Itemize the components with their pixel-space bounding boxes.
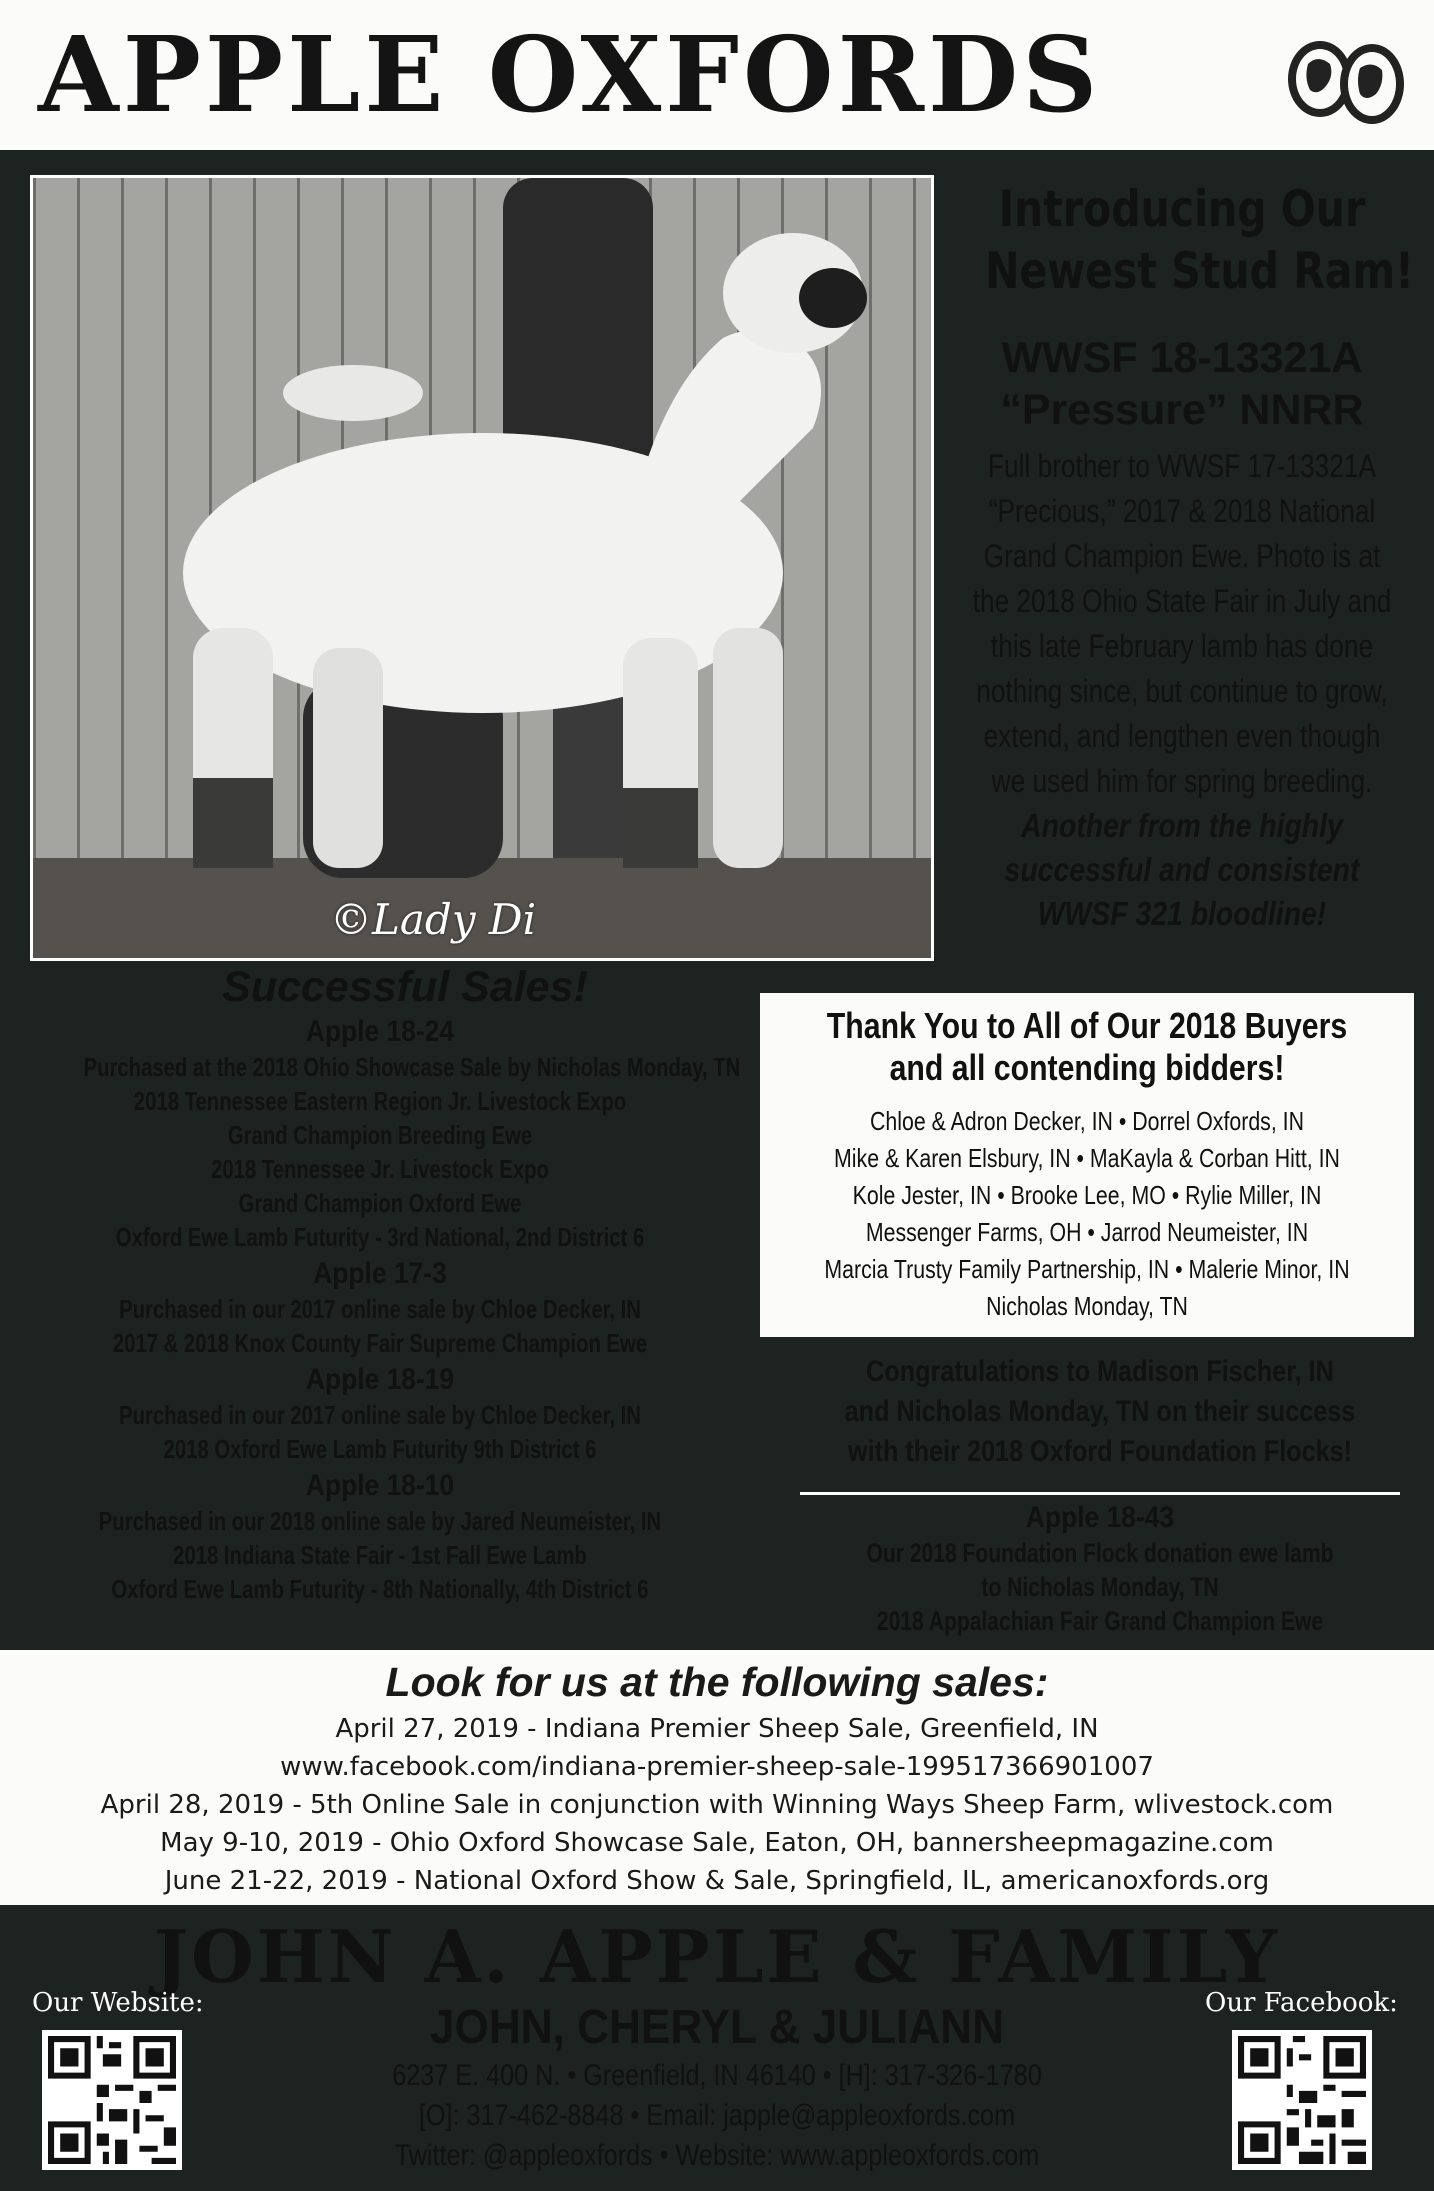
ram-photo-illustration	[33, 178, 931, 958]
thanks-heading-line1: Thank You to All of Our 2018 Buyers	[826, 1005, 1348, 1046]
congrats-line: with their 2018 Oxford Foundation Flocks!	[847, 1435, 1353, 1468]
tagline-line: WWSF 321 bloodline!	[1037, 895, 1327, 932]
ram-tagline	[950, 804, 1414, 936]
sale-name: Apple 18-19	[305, 1363, 455, 1396]
ram-description	[952, 444, 1411, 804]
family-name: JOHN A. APPLE & FAMILY	[153, 1914, 1281, 1999]
buyer-line: Mike & Karen Elsbury, IN • MaKayla & Corban Hitt, IN	[834, 1143, 1340, 1173]
congratulations	[840, 1352, 1361, 1472]
desc-line: we used him for spring breeding.	[991, 763, 1373, 799]
sale-item	[0, 1362, 760, 1466]
sale-line: Oxford Ewe Lamb Futurity - 3rd National, 2nd District 6	[115, 1222, 645, 1252]
sale-name: Apple 18-24	[305, 1015, 455, 1048]
sale-line: Purchased in our 2017 online sale by Chloe Decker, IN	[119, 1294, 641, 1324]
website-label: Our Website:	[32, 1988, 204, 2018]
stud-ram-intro	[942, 178, 1422, 936]
congrats-line: and Nicholas Monday, TN on their success	[844, 1395, 1356, 1428]
desc-line: “Precious,” 2017 & 2018 National	[988, 493, 1376, 529]
contact-info	[367, 2056, 1068, 2176]
event-line: June 21-22, 2019 - National Oxford Show & Sale, Springfield, IL, americanoxfords.org	[164, 1866, 1270, 1896]
contact-email[interactable]: [O]: 317-462-8848 • Email: japple@appleoxfords.com	[418, 2099, 1016, 2132]
upcoming-sales	[0, 1650, 1434, 1905]
sale-line: Purchased in our 2017 online sale by Chloe Decker, IN	[119, 1400, 641, 1430]
photo-credit: ©Lady Di	[330, 895, 537, 944]
event-line: May 9-10, 2019 - Ohio Oxford Showcase Sale, Eaton, OH, bannersheepmagazine.com	[160, 1828, 1274, 1858]
intro-heading-line2: Newest Stud Ram!	[985, 242, 1414, 300]
intro-heading-line1: Introducing Our	[998, 180, 1366, 238]
sale-line: 2017 & 2018 Knox County Fair Supreme Champion Ewe	[112, 1328, 648, 1358]
sale-line: Purchased at the 2018 Ohio Showcase Sale by Nicholas Monday, TN	[83, 1052, 741, 1082]
desc-line: Full brother to WWSF 17-13321A	[988, 448, 1376, 484]
sale-item	[0, 1014, 760, 1254]
event-line: April 27, 2019 - Indiana Premier Sheep Sale, Greenfield, IN	[335, 1714, 1099, 1744]
sheep-logo-icon	[1280, 24, 1410, 134]
sale-line: Grand Champion Oxford Ewe	[238, 1188, 522, 1218]
buyer-line: Marcia Trusty Family Partnership, IN • Malerie Minor, IN	[824, 1254, 1350, 1284]
thanks-heading-line2: and all contending bidders!	[889, 1047, 1285, 1088]
desc-line: Grand Champion Ewe. Photo is at	[983, 538, 1381, 574]
facebook-label: Our Facebook:	[1205, 1988, 1398, 2018]
sale-line: Our 2018 Foundation Flock donation ewe lamb	[866, 1538, 1334, 1568]
sale-line: Purchased in our 2018 online sale by Jared Neumeister, IN	[98, 1506, 662, 1536]
desc-line: this late February lamb has done	[990, 628, 1374, 664]
desc-line: the 2018 Ohio State Fair in July and	[972, 583, 1392, 619]
sale-name: Apple 18-43	[1025, 1501, 1175, 1534]
brand-title: APPLE OXFORDS	[38, 13, 1102, 136]
successful-sales	[0, 962, 760, 1606]
facebook-qr-icon[interactable]	[1232, 2030, 1372, 2170]
contact-address: 6237 E. 400 N. • Greenfield, IN 46140 • [H]: 317-326-1780	[392, 2059, 1042, 2092]
sale-line: Grand Champion Breeding Ewe	[227, 1120, 533, 1150]
sale-line: 2018 Indiana State Fair - 1st Fall Ewe Lamb	[173, 1540, 587, 1570]
website-qr-icon[interactable]	[42, 2030, 182, 2170]
ram-photo	[30, 175, 934, 961]
desc-line: extend, and lengthen even though	[983, 718, 1381, 754]
divider	[800, 1492, 1400, 1495]
tagline-line: Another from the highly	[1021, 807, 1343, 844]
sale-item	[0, 1468, 760, 1606]
ram-id-line2: “Pressure” NNRR	[1000, 386, 1364, 434]
desc-line: nothing since, but continue to grow,	[976, 673, 1388, 709]
header	[0, 0, 1434, 150]
upcoming-heading: Look for us at the following sales:	[385, 1659, 1049, 1705]
event-line: April 28, 2019 - 5th Online Sale in conjunction with Winning Ways Sheep Farm, wlivestock.com	[100, 1790, 1334, 1820]
congrats-line: Congratulations to Madison Fischer, IN	[866, 1355, 1334, 1388]
sale-name: Apple 17-3	[313, 1257, 447, 1290]
sale-line: Oxford Ewe Lamb Futurity - 8th Nationally, 4th District 6	[111, 1574, 649, 1604]
sale-line: 2018 Appalachian Fair Grand Champion Ewe	[876, 1606, 1324, 1636]
contact-social[interactable]: Twitter: @appleoxfords • Website: www.appleoxfords.com	[394, 2139, 1040, 2172]
buyer-line: Messenger Farms, OH • Jarrod Neumeister, IN	[865, 1217, 1309, 1247]
foundation-flock-feature	[790, 1500, 1410, 1638]
sale-name: Apple 18-10	[305, 1469, 455, 1502]
buyer-line: Nicholas Monday, TN	[986, 1291, 1188, 1321]
sale-line: 2018 Oxford Ewe Lamb Futurity 9th District 6	[163, 1434, 597, 1464]
event-link[interactable]: www.facebook.com/indiana-premier-sheep-sale-199517366901007	[280, 1752, 1154, 1782]
family-members: JOHN, CHERYL & JULIANN	[429, 2001, 1005, 2054]
buyer-line: Kole Jester, IN • Brooke Lee, MO • Rylie Miller, IN	[852, 1180, 1322, 1210]
sale-line: 2018 Tennessee Eastern Region Jr. Livestock Expo	[133, 1086, 627, 1116]
sale-line: to Nicholas Monday, TN	[981, 1572, 1219, 1602]
thank-you-box	[760, 993, 1414, 1337]
tagline-line: successful and consistent	[1004, 851, 1360, 888]
sales-heading: Successful Sales!	[222, 963, 588, 1011]
buyer-list	[819, 1103, 1355, 1325]
sale-item	[0, 1256, 760, 1360]
sale-line: 2018 Tennessee Jr. Livestock Expo	[211, 1154, 549, 1184]
buyer-line: Chloe & Adron Decker, IN • Dorrel Oxfords, IN	[869, 1106, 1305, 1136]
ram-id-line1: WWSF 18-13321A	[1001, 334, 1363, 382]
